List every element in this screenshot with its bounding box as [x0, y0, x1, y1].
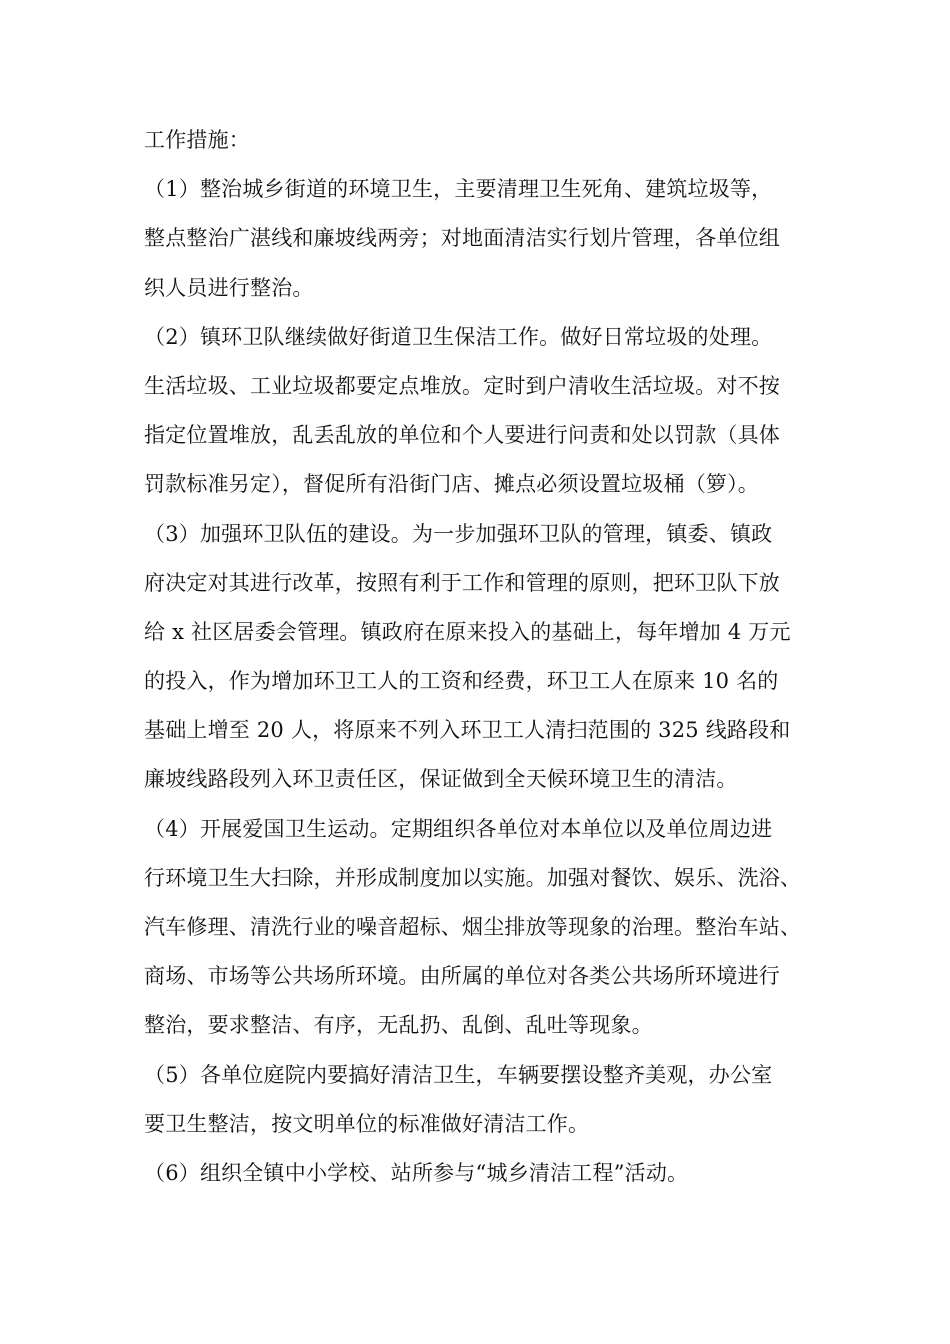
paragraph-line: 行环境卫生大扫除，并形成制度加以实施。加强对餐饮、娱乐、洗浴、 [144, 865, 802, 890]
paragraph-line: 生活垃圾、工业垃圾都要定点堆放。定时到户清收生活垃圾。对不按 [144, 373, 780, 398]
paragraph-line: 府决定对其进行改革，按照有利于工作和管理的原则，把环卫队下放 [144, 570, 780, 595]
section-heading: 工作措施： [144, 128, 250, 152]
paragraph-line: 廉坡线路段列入环卫责任区，保证做到全天候环境卫生的清洁。 [144, 767, 738, 792]
paragraph-line: （1）整治城乡街道的环境卫生，主要清理卫生死角、建筑垃圾等， [144, 177, 773, 202]
paragraph-line: （4）开展爱国卫生运动。定期组织各单位对本单位以及单位周边进 [144, 816, 773, 841]
paragraph-line: （6）组织全镇中小学校、站所参与“城乡清洁工程”活动。 [144, 1160, 689, 1185]
paragraph-line: 整治，要求整洁、有序，无乱扔、乱倒、乱吐等现象。 [144, 1013, 653, 1038]
paragraph-line: （5）各单位庭院内要搞好清洁卫生，车辆要摆设整齐美观，办公室 [144, 1062, 773, 1087]
paragraph-line: 的投入，作为增加环卫工人的工资和经费，环卫工人在原来 10 名的 [144, 669, 779, 694]
paragraph-line: （2）镇环卫队继续做好街道卫生保洁工作。做好日常垃圾的处理。 [144, 324, 773, 349]
paragraph-line: 罚款标准另定），督促所有沿街门店、摊点必须设置垃圾桶（箩）。 [144, 472, 759, 497]
paragraph-line: 商场、市场等公共场所环境。由所属的单位对各类公共场所环境进行 [144, 964, 780, 989]
paragraph-line: （3）加强环卫队伍的建设。为一步加强环卫队的管理，镇委、镇政 [144, 521, 773, 546]
paragraph-line: 指定位置堆放，乱丢乱放的单位和个人要进行问责和处以罚款（具体 [144, 423, 780, 448]
paragraph-line: 织人员进行整治。 [144, 275, 314, 300]
paragraph-line: 给 x 社区居委会管理。镇政府在原来投入的基础上，每年增加 4 万元 [144, 619, 791, 644]
paragraph-line: 基础上增至 20 人，将原来不列入环卫工人清扫范围的 325 线路段和 [144, 718, 791, 743]
paragraph-line: 整点整治广湛线和廉坡线两旁；对地面清洁实行划片管理，各单位组 [144, 226, 780, 251]
document-body [144, 116, 814, 1198]
paragraph-line: 要卫生整洁，按文明单位的标准做好清洁工作。 [144, 1111, 590, 1136]
paragraph-line: 汽车修理、清洗行业的噪音超标、烟尘排放等现象的治理。整治车站、 [144, 915, 802, 939]
